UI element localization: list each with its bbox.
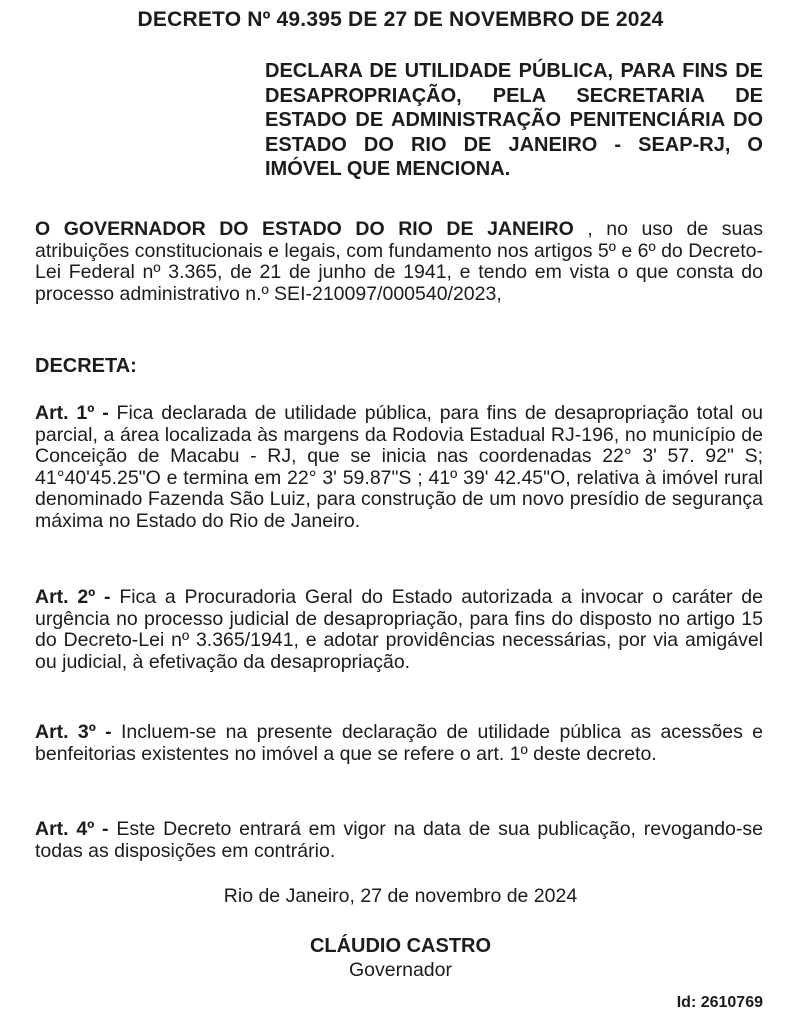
signatory-role: Governador <box>349 959 452 981</box>
preamble-authority: O GOVERNADOR DO ESTADO DO RIO DE JANEIRO <box>35 218 574 240</box>
article-3-label: Art. 3º - <box>35 721 112 743</box>
preamble-paragraph <box>35 219 763 305</box>
preamble-text: , no uso de suas atribuições constitucionais e legais, com fundamento nos artigos 5º e 6º do Decreto-Lei Federal nº 3.365, de 21 de junho de 1941, e tendo em vista o que consta do processo administrativo n.º SEI-210097/000540/2023, <box>35 218 763 305</box>
article-1-text: Fica declarada de utilidade pública, para fins de desapropriação total ou parcial, a área localizada às margens da Rodovia Estadual RJ-196, no município de Conceição de Macabu - RJ, que se inicia nas coordenadas 22° 3' 57. 92" S; 41°40'45.25"O e termina em 22° 3' 59.87"S ; 41º 39' 42.45"O, relativa à imóvel rural denominado Fazenda São Luiz, para construção de um novo presídio de segurança máxima no Estado do Rio de Janeiro. <box>35 402 763 532</box>
dateline: Rio de Janeiro, 27 de novembro de 2024 <box>223 885 578 907</box>
decree-ementa: DECLARA DE UTILIDADE PÚBLICA, PARA FINS DE DESAPROPRIAÇÃO, PELA SECRETARIA DE ESTADO DE ADMINISTRAÇÃO PENITENCIÁRIA DO ESTADO DO RIO DE JANEIRO - SEAP-RJ, O IMÓVEL QUE MENCIONA. <box>265 60 763 180</box>
article-2-label: Art. 2º - <box>35 586 111 608</box>
article-4-text: Este Decreto entrará em vigor na data de sua publicação, revogando-se todas as disposições em contrário. <box>35 818 763 862</box>
article-2 <box>35 587 763 673</box>
article-3-text: Incluem-se na presente declaração de utilidade pública as acessões e benfeitorias existentes no imóvel a que se refere o art. 1º deste decreto. <box>35 721 763 765</box>
signatory-name: CLÁUDIO CASTRO <box>309 935 492 957</box>
article-3 <box>35 722 763 765</box>
article-1 <box>35 403 763 532</box>
decree-title: DECRETO Nº 49.395 DE 27 DE NOVEMBRO DE 2024 <box>137 8 664 31</box>
article-4-label: Art. 4º - <box>35 818 109 840</box>
article-2-text: Fica a Procuradoria Geral do Estado autorizada a invocar o caráter de urgência no processo judicial de desapropriação, para fins do disposto no artigo 15 do Decreto-Lei nº 3.365/1941, e adotar providências necessárias, por via amigável ou judicial, à efetivação da desapropriação. <box>35 586 763 673</box>
article-4 <box>35 819 763 862</box>
document-id: Id: 2610769 <box>676 994 763 1011</box>
article-1-label: Art. 1º - <box>35 402 109 424</box>
decreta-heading: DECRETA: <box>35 355 137 377</box>
